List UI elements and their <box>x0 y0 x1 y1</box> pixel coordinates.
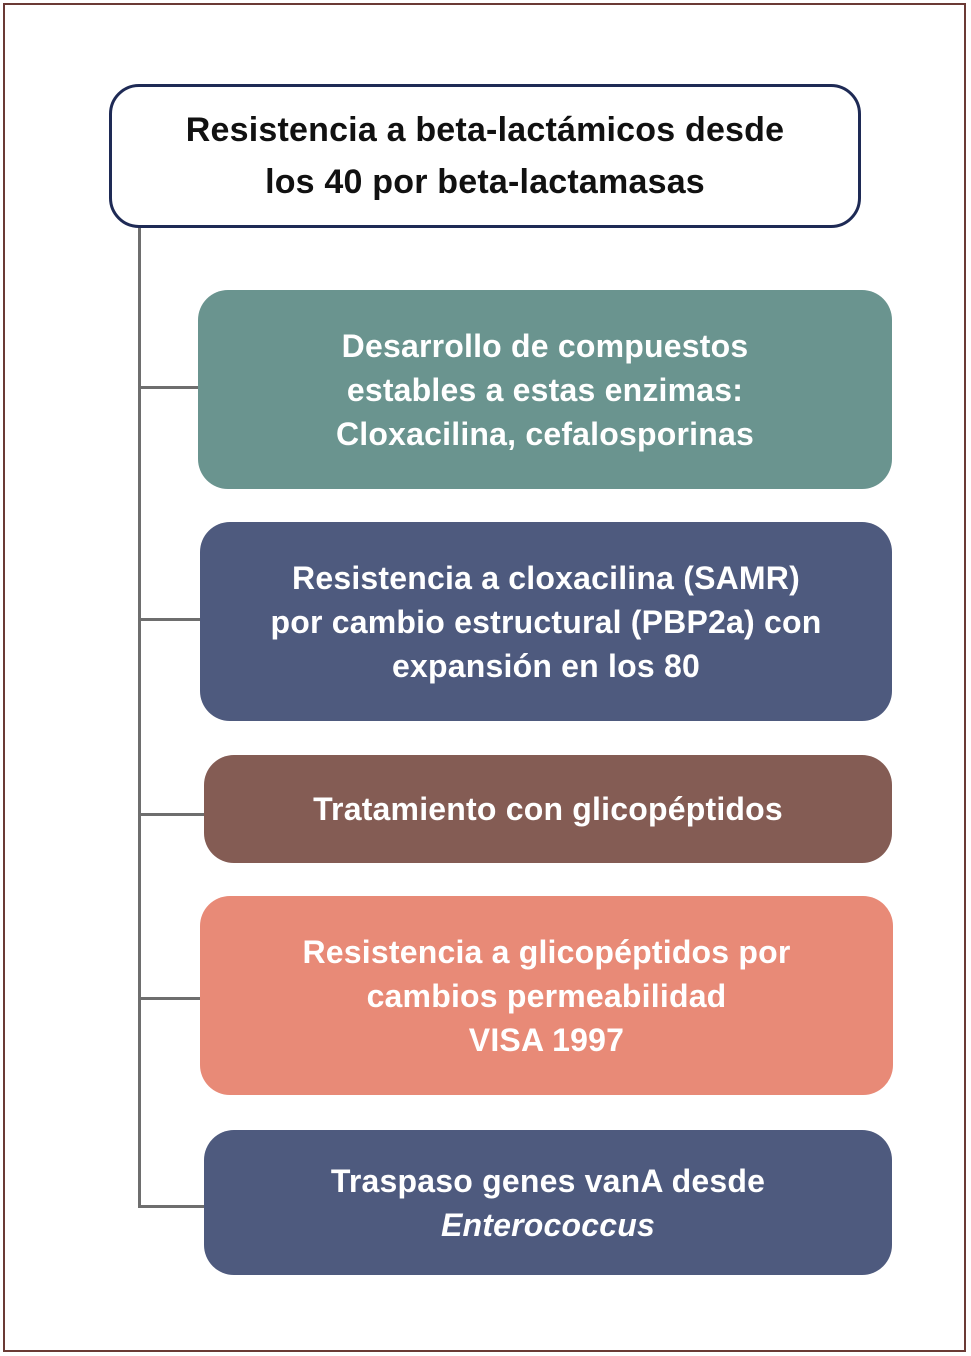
step-node-3-line-1: Tratamiento con glicopéptidos <box>313 791 783 827</box>
step-node-1-line-2: estables a estas enzimas: <box>346 371 744 408</box>
root-node-line-1: Resistencia a beta-lactámicos desde <box>185 111 785 149</box>
step-node-4-line-2: cambios permeabilidad <box>366 977 727 1014</box>
root-node-line-2: los 40 por beta-lactamasas <box>265 163 705 201</box>
connector-branch-3 <box>138 813 204 816</box>
step-node-5-line-2: Enterococcus <box>440 1206 656 1243</box>
step-node-4 <box>200 896 893 1095</box>
step-node-2-line-3: expansión en los 80 <box>392 647 700 684</box>
connector-branch-1 <box>138 386 198 389</box>
step-node-1-line-3: Cloxacilina, cefalosporinas <box>336 415 754 452</box>
step-node-4-line-3: VISA 1997 <box>468 1021 625 1058</box>
step-node-2-line-2: por cambio estructural (PBP2a) con <box>270 603 822 640</box>
step-node-2 <box>200 522 892 721</box>
connector-branch-5 <box>138 1205 204 1208</box>
step-node-1-line-1: Desarrollo de compuestos <box>341 327 749 364</box>
connector-branch-4 <box>138 997 200 1000</box>
connector-trunk <box>138 225 141 1208</box>
step-node-5 <box>204 1130 892 1275</box>
step-node-2-line-1: Resistencia a cloxacilina (SAMR) <box>292 559 800 596</box>
root-node <box>109 84 861 228</box>
step-node-5-line-1: Traspaso genes vanA desde <box>330 1162 766 1199</box>
step-node-3 <box>204 755 892 863</box>
step-node-1 <box>198 290 892 489</box>
step-node-4-line-1: Resistencia a glicopéptidos por <box>302 933 791 970</box>
connector-branch-2 <box>138 618 200 621</box>
